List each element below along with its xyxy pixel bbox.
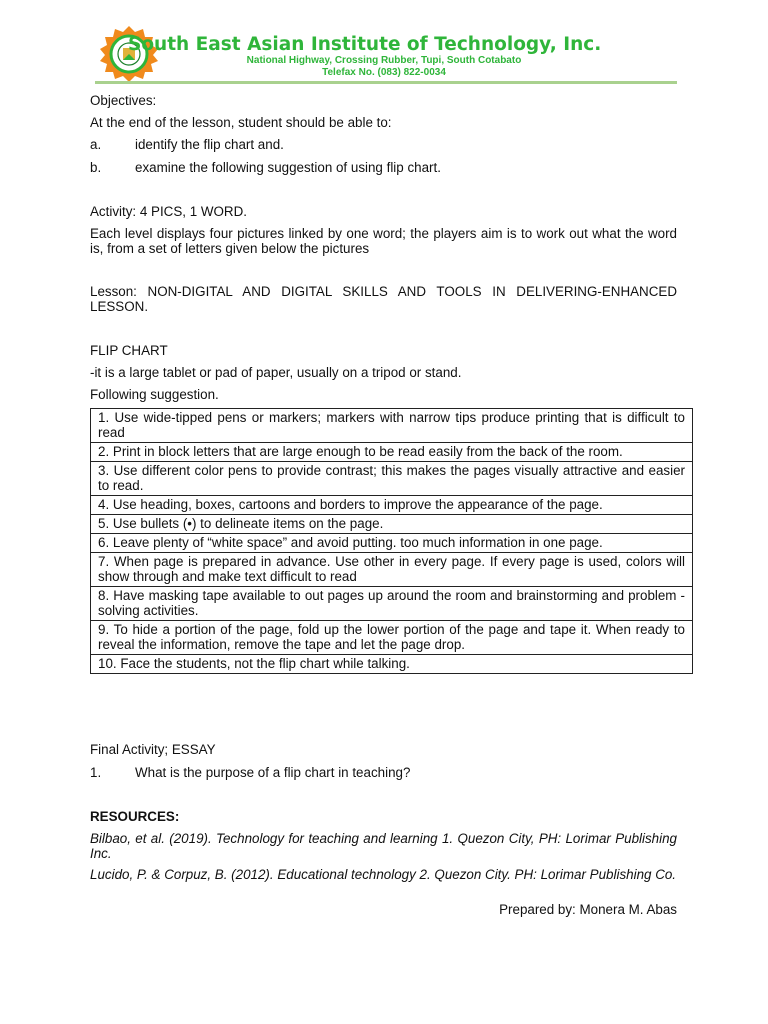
- resource-item: Bilbao, et al. (2019). Technology for teaching and learning 1. Quezon City, PH: Lorimar Publishing Inc.: [90, 831, 677, 861]
- objective-marker: a.: [90, 137, 102, 152]
- table-row: [91, 534, 693, 553]
- suggestion-cell: 7. When page is prepared in advance. Use other in every page. If every page is used, colors will show through and make text difficult to read: [91, 553, 693, 587]
- suggestion-cell: 9. To hide a portion of the page, fold up the lower portion of the page and tape it. When ready to reveal the information, remove the tape and let the page drop.: [91, 621, 693, 655]
- lesson-title: Lesson: NON-DIGITAL AND DIGITAL SKILLS AND TOOLS IN DELIVERING-ENHANCED LESSON.: [90, 284, 677, 314]
- table-row: [91, 655, 693, 674]
- essay-question: What is the purpose of a flip chart in teaching?: [135, 765, 411, 780]
- flip-chart-heading: FLIP CHART: [90, 343, 168, 358]
- institution-telefax: Telefax No. (083) 822-0034: [322, 67, 446, 78]
- table-row: [91, 462, 693, 496]
- suggestion-cell: 2. Print in block letters that are large enough to be read easily from the back of the room.: [91, 443, 693, 462]
- objective-item: identify the flip chart and.: [135, 137, 284, 152]
- institution-address: National Highway, Crossing Rubber, Tupi, South Cotabato: [246, 55, 522, 66]
- table-row: [91, 443, 693, 462]
- suggestion-label: Following suggestion.: [90, 387, 219, 402]
- activity-heading: Activity: 4 PICS, 1 WORD.: [90, 204, 247, 219]
- objectives-intro: At the end of the lesson, student should be able to:: [90, 115, 392, 130]
- table-row: [91, 409, 693, 443]
- objective-item: examine the following suggestion of using flip chart.: [135, 160, 441, 175]
- suggestion-cell: 5. Use bullets (•) to delineate items on the page.: [91, 515, 693, 534]
- table-row: [91, 515, 693, 534]
- header-divider: [95, 81, 677, 84]
- objective-marker: b.: [90, 160, 102, 175]
- resources-heading: RESOURCES:: [90, 809, 180, 824]
- objectives-heading: Objectives:: [90, 93, 157, 108]
- suggestion-cell: 1. Use wide-tipped pens or markers; markers with narrow tips produce printing that is difficult to read: [91, 409, 693, 443]
- resource-item: Lucido, P. & Corpuz, B. (2012). Educational technology 2. Quezon City. PH: Lorimar Publishing Co.: [90, 867, 677, 882]
- suggestion-cell: 10. Face the students, not the flip chart while talking.: [91, 655, 693, 674]
- table-row: [91, 587, 693, 621]
- final-activity-heading: Final Activity; ESSAY: [90, 742, 216, 757]
- suggestion-cell: 4. Use heading, boxes, cartoons and borders to improve the appearance of the page.: [91, 496, 693, 515]
- question-marker: 1.: [90, 765, 102, 780]
- table-row: [91, 496, 693, 515]
- suggestion-cell: 6. Leave plenty of “white space” and avoid putting. too much information in one page.: [91, 534, 693, 553]
- table-row: [91, 553, 693, 587]
- activity-description: Each level displays four pictures linked by one word; the players aim is to work out what the word is, from a set of letters given below the pictures: [90, 226, 677, 256]
- suggestions-table: [90, 408, 693, 674]
- institution-title: South East Asian Institute of Technology, Inc.: [128, 34, 602, 55]
- suggestion-cell: 3. Use different color pens to provide contrast; this makes the pages visually attractive and easier to read.: [91, 462, 693, 496]
- flip-chart-definition: -it is a large tablet or pad of paper, usually on a tripod or stand.: [90, 365, 462, 380]
- table-row: [91, 621, 693, 655]
- suggestion-cell: 8. Have masking tape available to out pages up around the room and brainstorming and problem - solving activities.: [91, 587, 693, 621]
- prepared-by: Prepared by: Monera M. Abas: [499, 902, 677, 917]
